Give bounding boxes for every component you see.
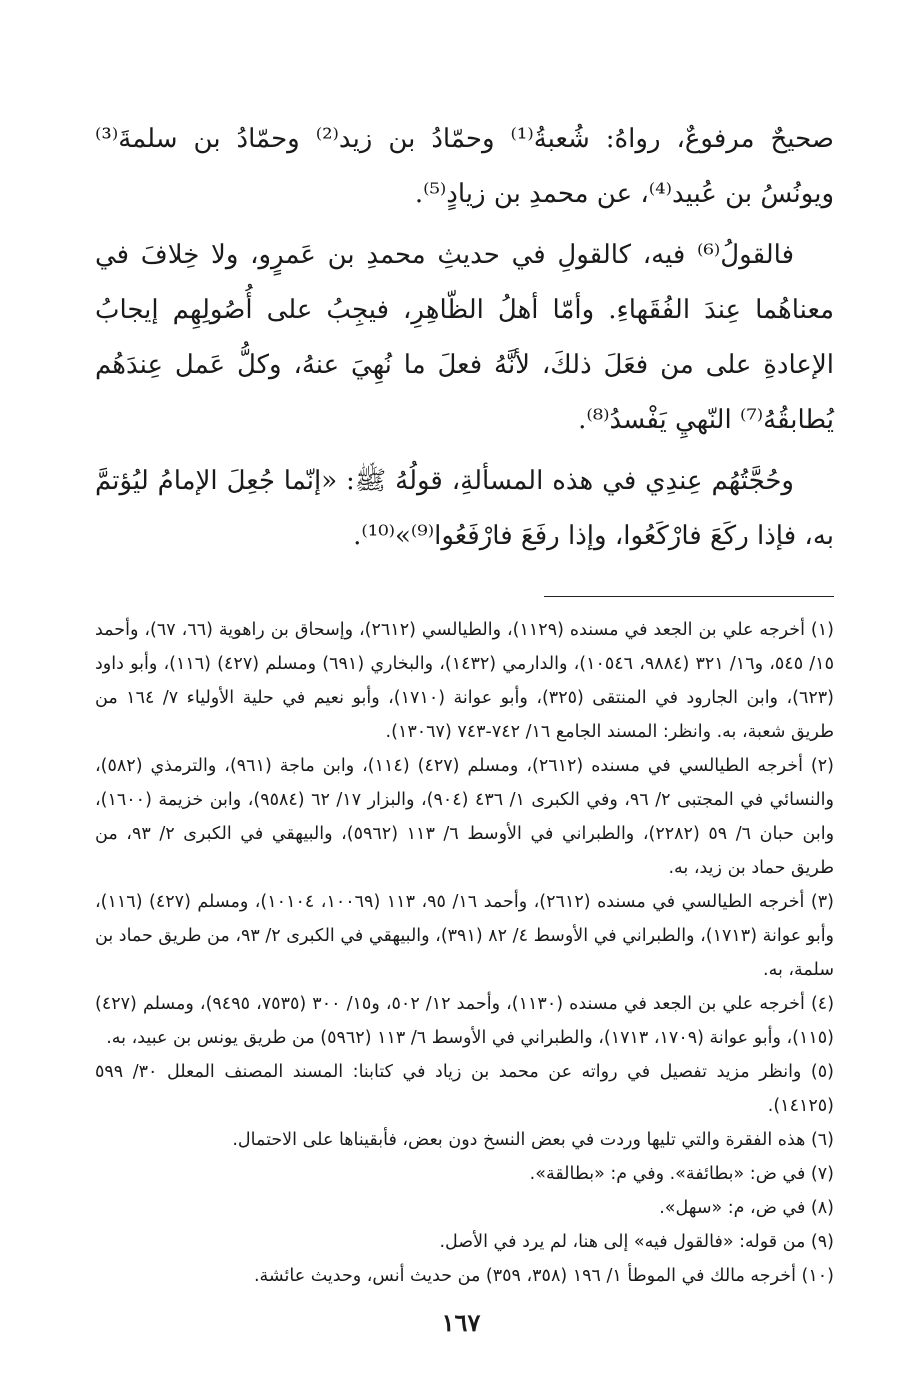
footnotes: [95, 613, 834, 1293]
footnote-7: (٧) في ض: «بطائفة». وفي م: «بطالقة».: [529, 1164, 834, 1184]
footnote-6: (٦) هذه الفقرة والتي تليها وردت في بعض النسخ دون بعض، فأبقيناها على الاحتمال.: [232, 1130, 834, 1150]
footnote-9: (٩) من قوله: «فالقول فيه» إلى هنا، لم يرد في الأصل.: [439, 1232, 834, 1252]
page-number: ١٦٧: [441, 1308, 481, 1337]
body-paragraph-3: وحُجَّتُهُم عِندِي في هذه المسألةِ، قولُهُ ﷺ: «إنّما جُعِلَ الإمامُ ليُؤتمَّ به، فإذا ركَعَ فارْكَعُوا، وإذا رفَعَ فارْفَعُوا⁽⁹⁾»⁽¹⁰⁾.: [95, 466, 834, 551]
footnote-10: (١٠) أخرجه مالك في الموطأ ١/ ١٩٦ (٣٥٨، ٣٥٩) من حديث أنس، وحديث عائشة.: [253, 1266, 834, 1286]
footnote-divider-wrap: [95, 570, 834, 613]
footnote-5: (٥) وانظر مزيد تفصيل في رواته عن محمد بن زياد في كتابنا: المسند المصنف المعلل ٣٠/ ٥٩٩ (١٤١٢٥).: [95, 1062, 834, 1116]
footnote-divider: [544, 596, 834, 597]
body-paragraph-2: فالقولُ⁽⁶⁾ فيه، كالقولِ في حديثِ محمدِ بن عَمرٍو، ولا خِلافَ في معناهُما عِندَ الفُقَهاءِ. وأمّا أهلُ الظّاهِرِ، فيجِبُ على أُصُولِهِم إيجابُ الإعادةِ على من فعَلَ ذلكَ، لأنَّهُ فعلَ ما نُهِيَ عنهُ، وكلُّ عَمل عِندَهُم يُطابقُهُ⁽⁷⁾ النّهيِ يَفْسدُ⁽⁸⁾.: [95, 240, 834, 435]
footnote-4: (٤) أخرجه علي بن الجعد في مسنده (١١٣٠)، وأحمد ١٢/ ٥٠٢، و١٥/ ٣٠٠ (٧٥٣٥، ٩٤٩٥)، ومسلم (٤٢٧) (١١٥)، وأبو عوانة (١٧٠٩، ١٧١٣)، والطبراني في الأوسط ٦/ ١١٣ (٥٩٦٢) من طريق يونس بن عبيد، به.: [95, 994, 835, 1048]
footnote-1: (١) أخرجه علي بن الجعد في مسنده (١١٢٩)، والطيالسي (٢٦١٢)، وإسحاق بن راهوية (٦٦، ٦٧)، وأحمد ١٥/ ٥٤٥، و١٦/ ٣٢١ (٩٨٨٤، ١٠٥٤٦)، والدارمي (١٤٣٢)، والبخاري (٦٩١) ومسلم (٤٢٧) (١١٦)، وأبو داود (٦٢٣)، وابن الجارود في المنتقى (٣٢٥)، وأبو عوانة (١٧١٠)، وأبو نعيم في حلية الأولياء ٧/ ١٦٤ من طريق شعبة، به. وانظر: المسند الجامع ١٦/ ٧٤٢-٧٤٣ (١٣٠٦٧).: [95, 620, 834, 742]
body-paragraph-1: صحيحٌ مرفوعٌ، رواهُ: شُعبةُ⁽¹⁾ وحمّادُ بن زيد⁽²⁾ وحمّادُ بن سلمةَ⁽³⁾ ويونُسُ بن عُبيد⁽⁴⁾، عن محمدِ بن زيادٍ⁽⁵⁾.: [95, 124, 834, 209]
footnote-2: (٢) أخرجه الطيالسي في مسنده (٢٦١٢)، ومسلم (٤٢٧) (١١٤)، وابن ماجة (٩٦١)، والترمذي (٥٨٢)، والنسائي في المجتبى ٢/ ٩٦، وفي الكبرى ١/ ٤٣٦ (٩٠٤)، والبزار ١٧/ ٦٢ (٩٥٨٤)، وابن خزيمة (١٦٠٠)، وابن حبان ٦/ ٥٩ (٢٢٨٢)، والطبراني في الأوسط ٦/ ١١٣ (٥٩٦٢)، والبيهقي في الكبرى ٢/ ٩٣، من طريق حماد بن زيد، به.: [95, 756, 835, 878]
main-text: [95, 112, 834, 564]
footnote-3: (٣) أخرجه الطيالسي في مسنده (٢٦١٢)، وأحمد ١٦/ ٩٥، ١١٣ (١٠٠٦٩، ١٠١٠٤)، ومسلم (٤٢٧) (١١٦)، وأبو عوانة (١٧١٣)، والطبراني في الأوسط ٤/ ٨٢ (٣٩١)، والبيهقي في الكبرى ٢/ ٩٣، من طريق حماد بن سلمة، به.: [95, 892, 835, 980]
footnote-8: (٨) في ض، م: «سهل».: [659, 1198, 834, 1218]
